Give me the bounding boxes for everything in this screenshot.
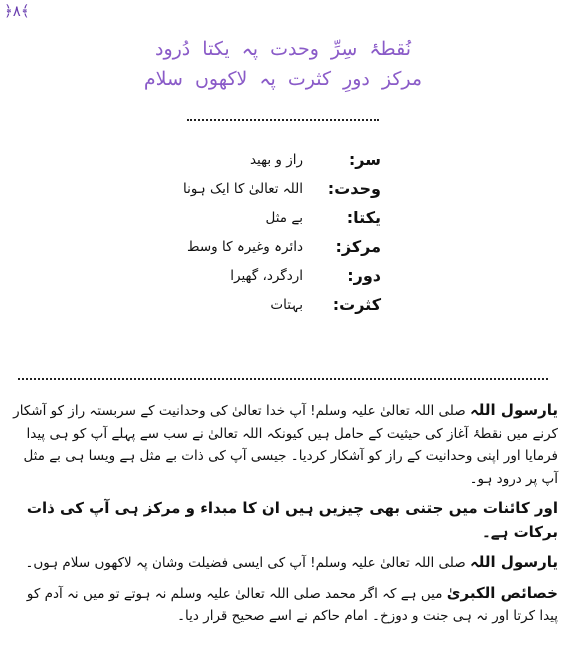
glossary-term: دور: xyxy=(347,266,381,285)
glossary-definition: اردگرد، گھیرا xyxy=(230,268,303,284)
page-number: ﴿۸﴾ xyxy=(4,2,30,20)
glossary-definition: بہتات xyxy=(270,297,303,313)
glossary-definition: دائرہ وغیرہ کا وسط xyxy=(187,239,303,255)
glossary-definition: راز و بھید xyxy=(249,152,303,168)
salutation: صلی اللہ تعالیٰ علیہ وسلم! xyxy=(305,403,471,419)
glossary-term: کثرت: xyxy=(332,295,381,314)
paragraph-text: آپ کی ایسی فضیلت وشان پہ لاکھوں سلام ہوں۔ xyxy=(25,555,306,571)
salutation: صلی اللہ تعالیٰ علیہ وسلم! xyxy=(305,555,471,571)
paragraph xyxy=(10,582,558,628)
glossary-definition: اللہ تعالیٰ کا ایک ہونا xyxy=(182,181,303,197)
verse-line-2: مرکز دورِ کثرت پہ لاکھوں سلام xyxy=(143,68,423,90)
glossary-row xyxy=(0,206,566,235)
paragraph xyxy=(10,551,558,575)
glossary xyxy=(0,148,566,322)
glossary-definition: بے مثل xyxy=(265,210,303,226)
paragraph-lead: یارسول اللہ xyxy=(470,553,558,571)
glossary-term: وحدت: xyxy=(327,179,381,198)
glossary-term: یکتا: xyxy=(346,208,381,227)
paragraph-text: آپ خدا تعالیٰ کی وحدانیت کے سربستہ راز کو آشکار کرنے میں نقطۂ آغاز کی حیثیت کے حامل ہیں کیونکہ اللہ تعالیٰ نے سب سے پہلے آپ کو ہی پیدا فرمایا اور اپنی وحدانیت کے راز کو آشکار کردیا۔ جیسی آپ کی ذات بے مثل ہے ویسا ہی بے مثل آپ پر درود ہو۔ xyxy=(13,403,558,487)
commentary xyxy=(10,399,558,633)
verse-couplet xyxy=(0,34,566,94)
divider-short xyxy=(187,119,379,121)
paragraph-lead: یارسول اللہ xyxy=(470,401,558,419)
divider-long xyxy=(18,378,548,380)
glossary-row xyxy=(0,177,566,206)
paragraph xyxy=(10,399,558,490)
glossary-row xyxy=(0,264,566,293)
verse-line-1: نُقطۂ سِرِّ وحدت پہ یکتا دُرود xyxy=(155,38,411,60)
glossary-term: سر: xyxy=(348,150,381,169)
paragraph xyxy=(10,497,558,544)
paragraph-lead: خصائص الکبریٰ xyxy=(446,583,558,602)
glossary-row xyxy=(0,235,566,264)
glossary-row xyxy=(0,293,566,322)
paragraph-text: میں ہے کہ اگر محمد صلی اللہ تعالیٰ علیہ وسلم نہ ہوتے تو میں نہ آدم کو پیدا کرتا اور نہ ہی جنت و دوزخ۔ امام حاکم نے اسے صحیح قرار دیا۔ xyxy=(26,585,558,624)
paragraph-lead: اور کائنات میں جتنی بھی چیزیں ہیں ان کا مبداء و مرکز ہی آپ کی ذات برکات ہے۔ xyxy=(26,499,558,541)
glossary-term: مرکز: xyxy=(335,237,381,256)
glossary-row xyxy=(0,148,566,177)
